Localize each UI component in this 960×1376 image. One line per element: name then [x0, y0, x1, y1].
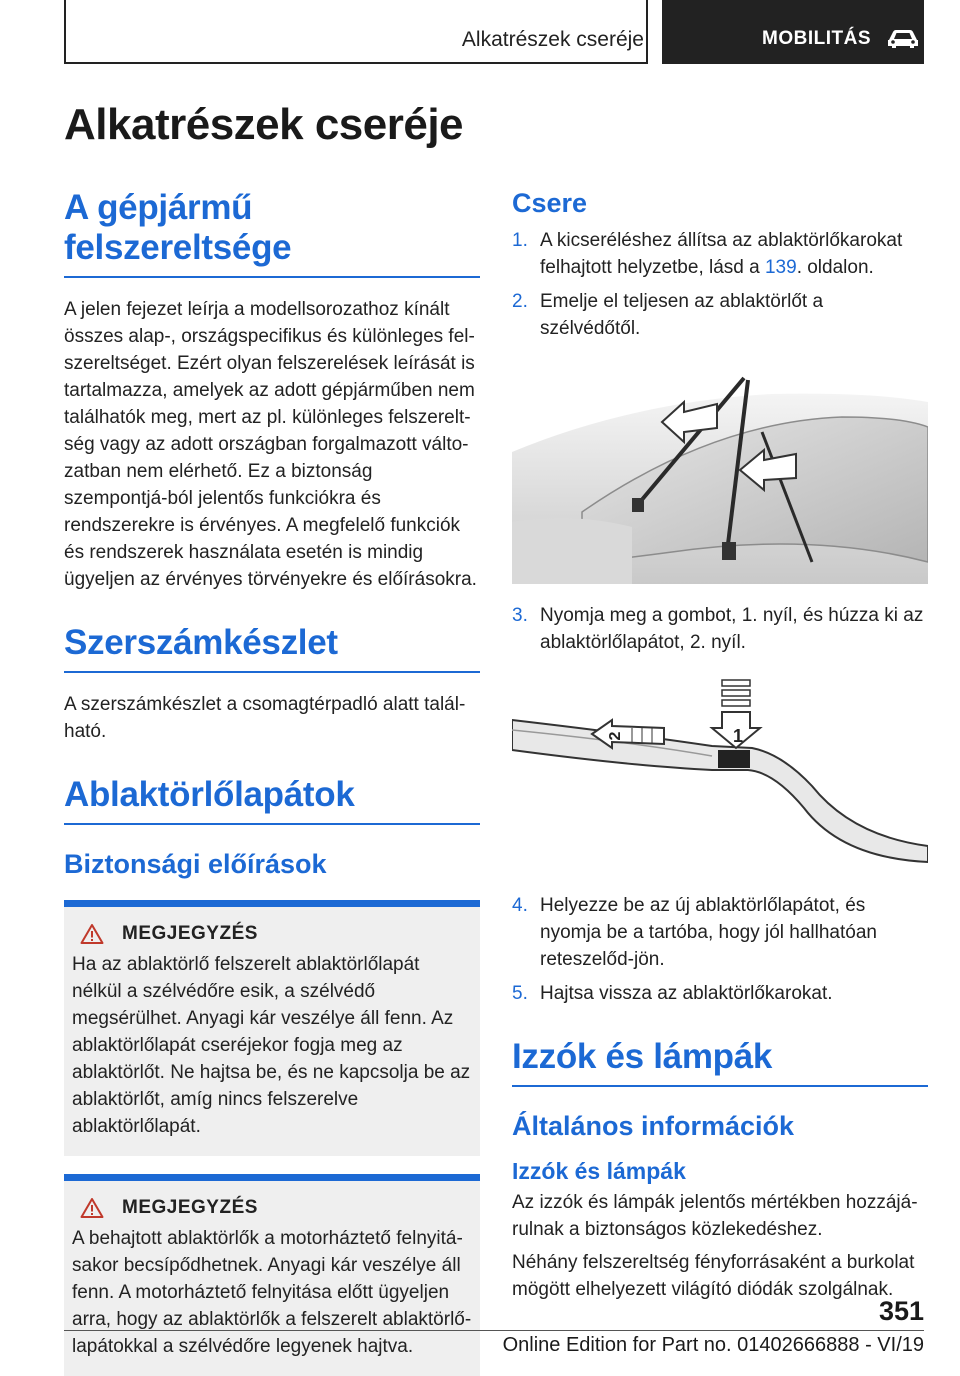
- wiper-heading: Ablaktörlőlapátok: [64, 775, 480, 825]
- replace-heading: Csere: [512, 188, 588, 218]
- page-header: [0, 0, 960, 66]
- steps-list: [512, 227, 928, 342]
- chapter-tab-label: MOBILITÁS: [762, 28, 871, 49]
- step-text: Helyezze be az új ablaktörlőlapátot, és nyomja be a tartóba, hogy jól hallhatóan reteszelőd-jön.: [540, 895, 877, 970]
- list-item: [512, 892, 928, 973]
- warning-note: [64, 900, 480, 1156]
- footer-divider: [64, 1330, 924, 1331]
- note-header: [80, 923, 472, 945]
- wiper-arms-illustration: [512, 362, 928, 584]
- warning-triangle-icon: [80, 923, 104, 945]
- equipment-text: A jelen fejezet leírja a modellsorozathoz kínált összes alap-, országspecifikus és különleges fel-szereltséget. Ezért olyan felszerelések leírását is tartalmazza, amelyek az adott gépjárműben nem találhatók meg, mert az pl. különleges felszerelt-ség vagy az adott országban forgalmazott válto-zatban nem elérhető. Ez a biztonság szempontjá-ból jelentős funkciókra és rendszerekre is érvényes. A megfelelő funkciók és rendszerek használata esetén is mindig ügyeljen az érvényes törvényekre és előírásokra.: [64, 299, 477, 590]
- step-number: 5.: [512, 983, 528, 1004]
- general-info-heading: Általános információk: [512, 1111, 795, 1141]
- step-number: 2.: [512, 291, 528, 312]
- step-number: 1.: [512, 230, 528, 251]
- bulbs-text-1: Az izzók és lámpák jelentős mértékben hozzájá-rulnak a biztonságos közlekedéshez.: [512, 1192, 918, 1240]
- header-section-title: Alkatrészek cseréje: [461, 28, 644, 51]
- step-number: 4.: [512, 895, 528, 916]
- lamps-heading: Izzók és lámpák: [512, 1037, 928, 1087]
- wiper-arms-figure: [512, 362, 928, 584]
- page-number: 351: [878, 1296, 924, 1326]
- wiper-blade-illustration: [512, 676, 928, 872]
- step-text: . oldalon.: [796, 257, 874, 278]
- list-item: [512, 227, 928, 281]
- left-column: [64, 188, 480, 1376]
- equipment-heading: A gépjármű felszereltsége: [64, 188, 480, 278]
- warning-triangle-icon: [80, 1197, 104, 1219]
- chapter-tab: [662, 0, 924, 64]
- footer-edition: Online Edition for Part no. 01402666888 - VI/19: [502, 1334, 924, 1356]
- arrow-label-1: 1: [732, 726, 744, 746]
- right-column: [512, 188, 928, 1303]
- toolkit-text: A szerszámkészlet a csomagtérpadló alatt talál-ható.: [64, 694, 466, 742]
- page-title: Alkatrészek cseréje: [64, 100, 464, 149]
- list-item: [512, 602, 928, 656]
- step-number: 3.: [512, 605, 528, 626]
- list-item: [512, 288, 928, 342]
- note-text: Ha az ablaktörlő felszerelt ablaktörlőlapát nélkül a szélvédőre esik, a szélvédő megsérülhet. Anyagi kár veszélye áll fenn. Az ablaktörlőlapát cseréjekor fogja meg az ablaktörlőt. Ne hajtsa be, és ne kapcsolja be az ablaktörlőt, amíg nincs felszerelve ablaktörlőlapát.: [72, 954, 471, 1137]
- step-text: A kicseréléshez állítsa az ablaktörlőkarokat felhajtott helyzetbe, lásd a: [540, 230, 903, 278]
- arrow-label-2: 2: [607, 731, 624, 741]
- note-title: MEGJEGYZÉS: [122, 1197, 258, 1218]
- car-icon: [886, 28, 920, 50]
- bulbs-text-2: Néhány felszereltség fényforrásaként a burkolat mögött elhelyezett világító diódák szolgálnak.: [512, 1252, 915, 1300]
- note-title: MEGJEGYZÉS: [122, 923, 258, 944]
- page-link[interactable]: 139: [764, 257, 797, 278]
- bulbs-heading: Izzók és lámpák: [512, 1158, 686, 1184]
- note-header: [80, 1197, 472, 1219]
- wiper-blade-figure: [512, 676, 928, 872]
- step-text: Hajtsa vissza az ablaktörlőkarokat.: [540, 983, 833, 1004]
- warning-note: [64, 1174, 480, 1376]
- safety-heading: Biztonsági előírások: [64, 849, 327, 879]
- list-item: [512, 980, 928, 1007]
- note-text: A behajtott ablaktörlők a motorháztető felnyitá-sakor becsípődhetnek. Anyagi kár veszélye áll fenn. A motorháztető felnyitása előtt ügyeljen arra, hogy az ablaktörlők a felszerelt ablaktörlő-lapátokkal a szélvédőre legyenek hajtva.: [72, 1228, 472, 1357]
- toolkit-heading: Szerszámkészlet: [64, 623, 480, 673]
- step-text: Nyomja meg a gombot, 1. nyíl, és húzza ki az ablaktörlőlapátot, 2. nyíl.: [540, 605, 924, 653]
- steps-list: [512, 602, 928, 656]
- steps-list: [512, 892, 928, 1007]
- step-text: Emelje el teljesen az ablaktörlőt a szélvédőtől.: [540, 291, 824, 339]
